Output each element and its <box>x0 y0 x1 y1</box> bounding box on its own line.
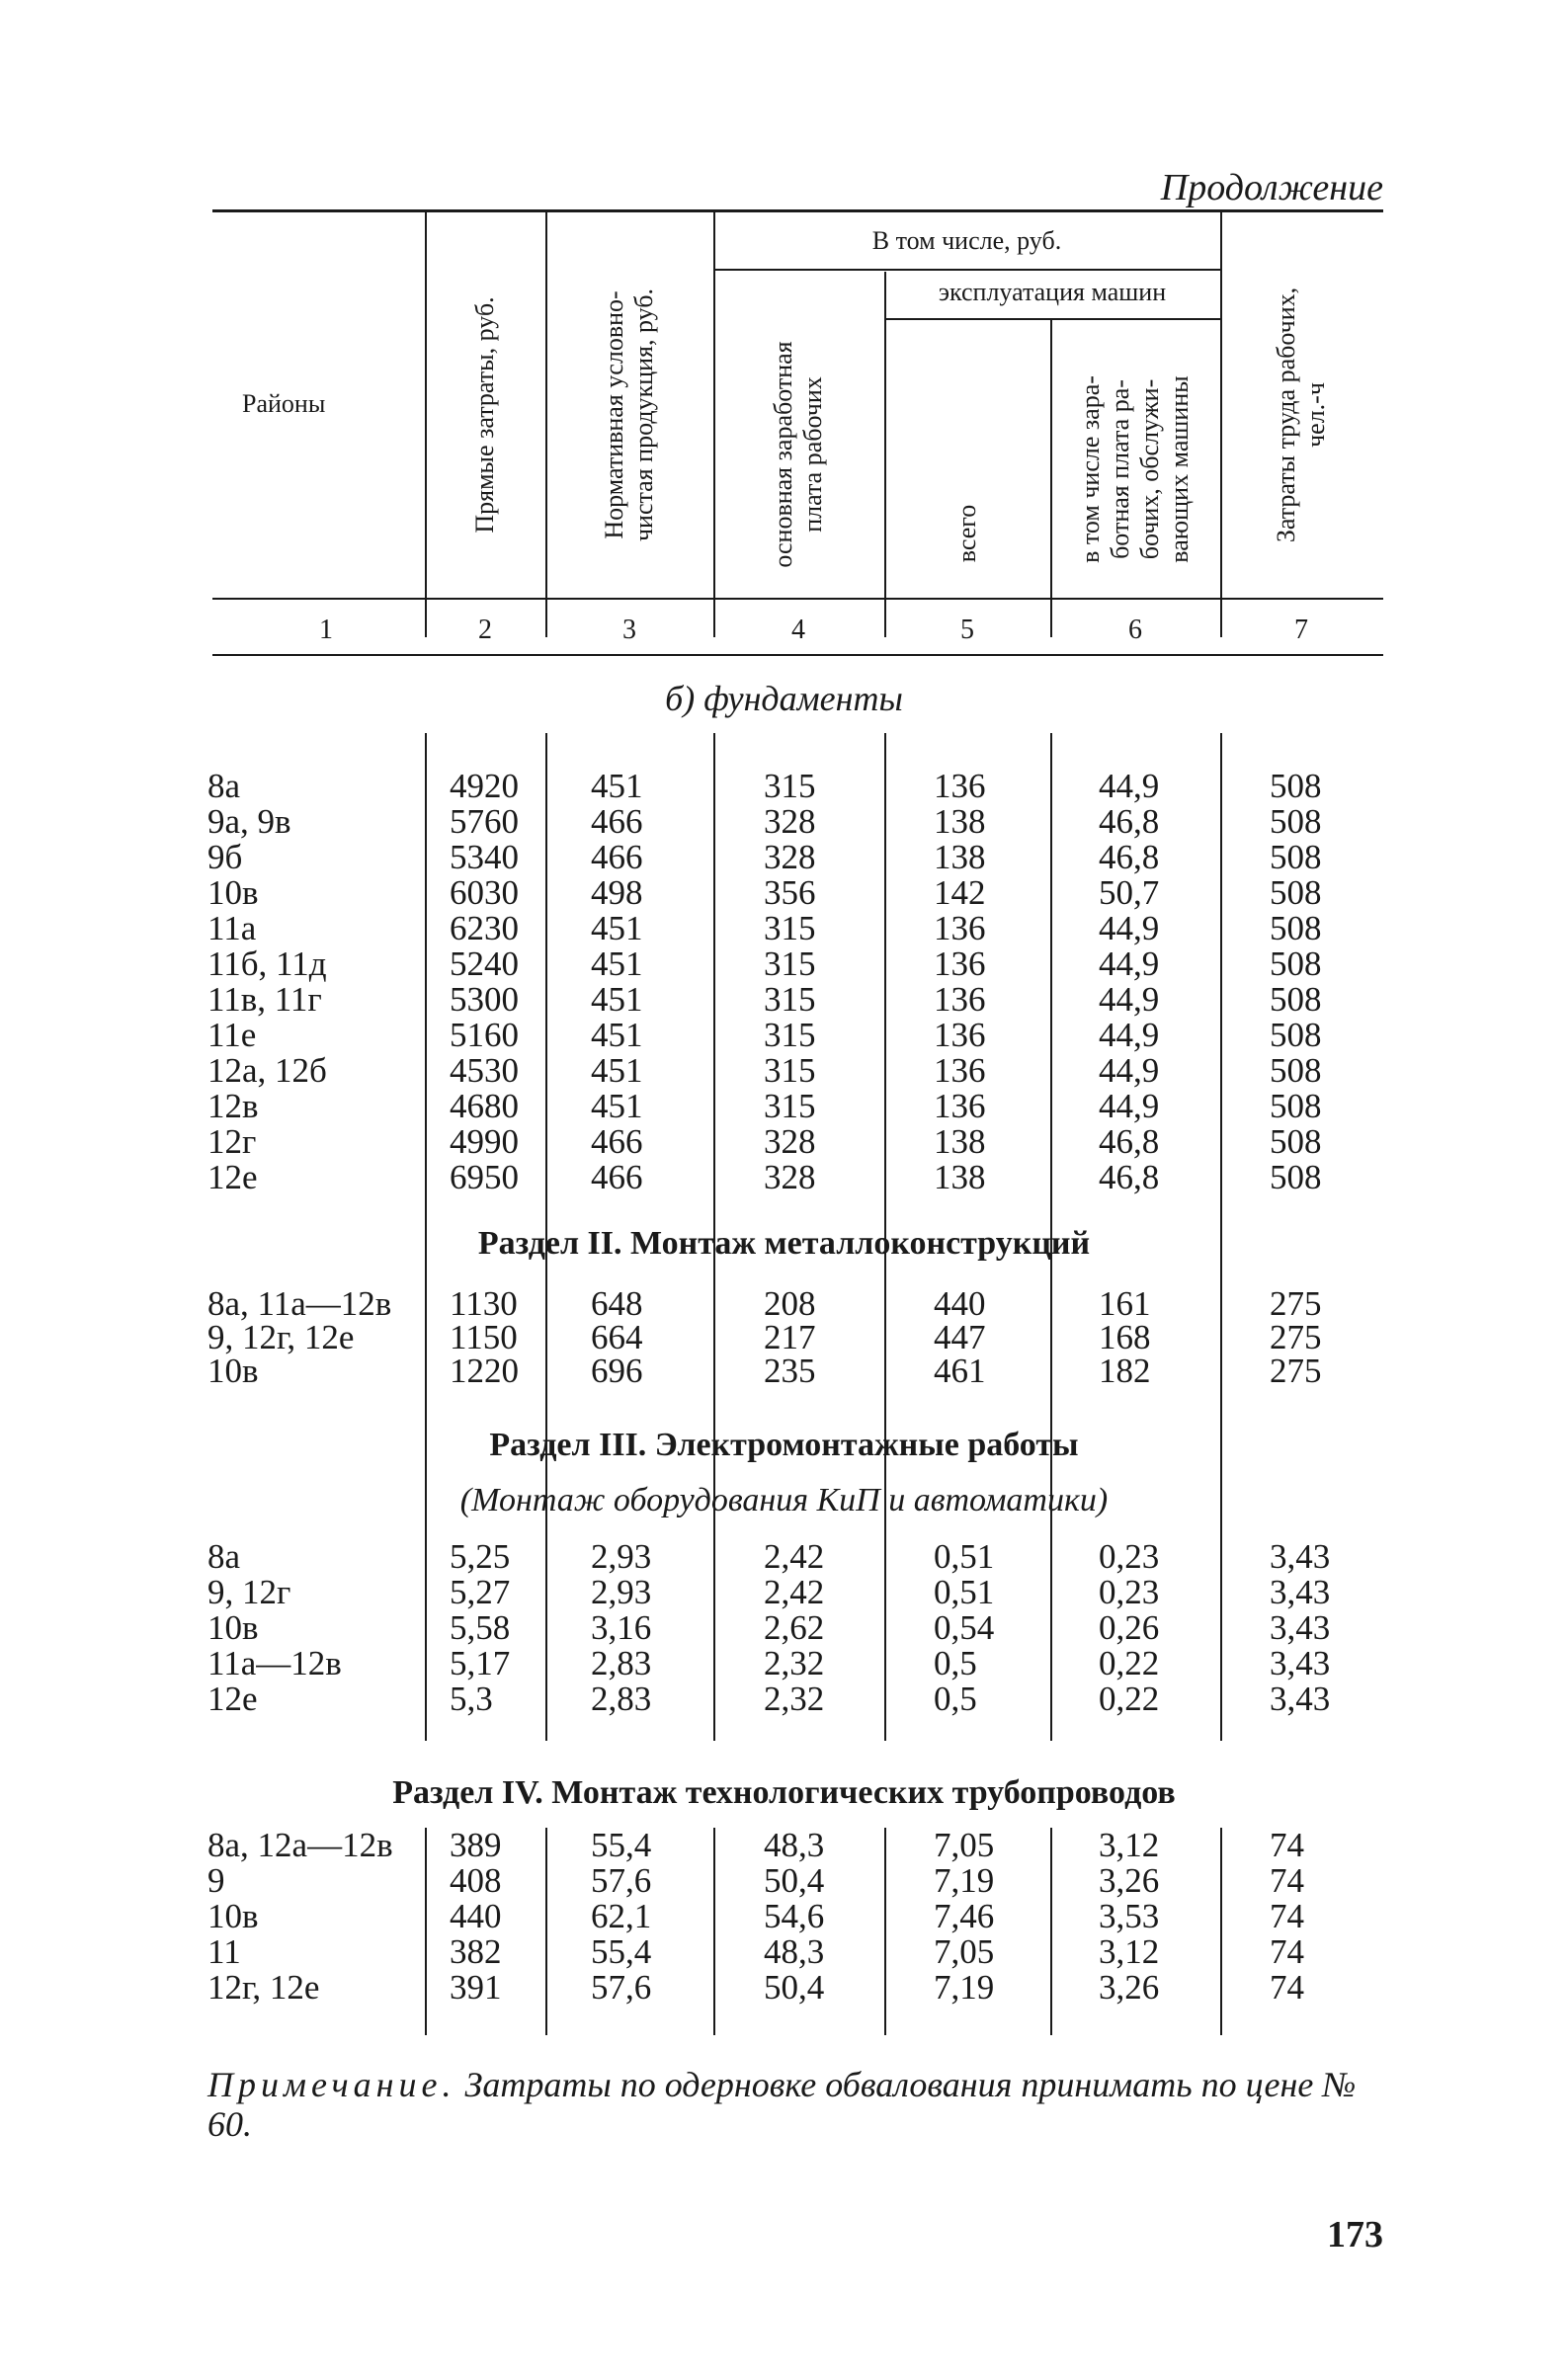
table-cell: 0,23 <box>1099 1573 1160 1611</box>
table-cell: 451 <box>591 1016 643 1054</box>
table-cell: 57,6 <box>591 1968 652 2007</box>
table-cell: 466 <box>591 838 643 876</box>
table-cell: 136 <box>934 1016 986 1054</box>
table-cell: 0,22 <box>1099 1680 1160 1718</box>
footnote-text: Затраты по одерновке обвалования принимать по цене № 60. <box>207 2065 1357 2144</box>
footnote-label: Примечание. <box>207 2065 456 2104</box>
table-row <box>0 1573 1568 1611</box>
table-cell: 0,22 <box>1099 1644 1160 1682</box>
table-cell: 8а, 11а—12в <box>207 1284 392 1323</box>
table-cell: 1220 <box>450 1352 519 1390</box>
table-cell: 10в <box>207 1897 259 1935</box>
table-cell: 142 <box>934 873 986 912</box>
table-cell: 12а, 12б <box>207 1051 327 1090</box>
header-top-rule <box>212 209 1383 212</box>
table-cell: 11 <box>207 1932 241 1971</box>
table-cell: 508 <box>1270 1087 1322 1125</box>
col-number-3: 3 <box>622 615 636 645</box>
table-cell: 48,3 <box>764 1932 825 1971</box>
table-row <box>0 1826 1568 1864</box>
machines-rule <box>884 318 1220 320</box>
table-cell: 0,51 <box>934 1537 995 1576</box>
table-cell: 2,42 <box>764 1573 825 1611</box>
table-cell: 48,3 <box>764 1826 825 1864</box>
table-cell: 408 <box>450 1861 502 1900</box>
section-title: б) фундаменты <box>665 679 903 718</box>
table-row <box>0 1932 1568 1971</box>
table-cell: 46,8 <box>1099 1158 1160 1196</box>
table-cell: 315 <box>764 767 816 805</box>
table-row <box>0 1861 1568 1900</box>
table-cell: 5240 <box>450 944 519 983</box>
including-rule <box>713 269 1220 271</box>
table-cell: 7,19 <box>934 1861 995 1900</box>
header-machine-operation: эксплуатация машин <box>938 278 1167 306</box>
table-cell: 217 <box>764 1318 816 1356</box>
table-cell: 9б <box>207 838 243 876</box>
table-cell: 182 <box>1099 1352 1151 1390</box>
section-subtitle: (Монтаж оборудования КиП и автоматики) <box>459 1482 1109 1518</box>
table-cell: 0,5 <box>934 1644 977 1682</box>
table-cell: 508 <box>1270 909 1322 947</box>
col-number-1: 1 <box>319 615 333 645</box>
table-cell: 136 <box>934 909 986 947</box>
table-cell: 62,1 <box>591 1897 652 1935</box>
table-cell: 508 <box>1270 1016 1322 1054</box>
table-cell: 50,4 <box>764 1968 825 2007</box>
table-cell: 168 <box>1099 1318 1151 1356</box>
header-machine-wage: в том числе зара- ботная плата ра- бочих, обслужи- вающих машины <box>1076 375 1194 563</box>
table-cell: 11а—12в <box>207 1644 342 1682</box>
table-cell: 44,9 <box>1099 1087 1160 1125</box>
table-cell: 508 <box>1270 767 1322 805</box>
table-cell: 2,83 <box>591 1680 652 1718</box>
table-cell: 138 <box>934 802 986 841</box>
table-cell: 138 <box>934 1122 986 1161</box>
table-cell: 451 <box>591 767 643 805</box>
header-divider-1 <box>425 212 427 637</box>
header-divider-5 <box>1050 318 1052 637</box>
header-divider-2 <box>545 212 547 637</box>
table-cell: 55,4 <box>591 1826 652 1864</box>
section-title: Раздел III. Электромонтажные работы <box>489 1427 1079 1463</box>
footnote <box>207 2065 1383 2144</box>
table-row <box>0 1352 1568 1390</box>
table-cell: 74 <box>1270 1861 1304 1900</box>
header-normative-output: Нормативная условно- чистая продукция, руб. <box>600 287 658 542</box>
table-cell: 664 <box>591 1318 643 1356</box>
table-cell: 5340 <box>450 838 519 876</box>
table-cell: 74 <box>1270 1897 1304 1935</box>
table-cell: 44,9 <box>1099 909 1160 947</box>
table-cell: 5760 <box>450 802 519 841</box>
table-cell: 440 <box>450 1897 502 1935</box>
table-cell: 3,43 <box>1270 1573 1331 1611</box>
table-cell: 508 <box>1270 1158 1322 1196</box>
table-cell: 356 <box>764 873 816 912</box>
table-row <box>0 1051 1568 1090</box>
table-cell: 46,8 <box>1099 838 1160 876</box>
section-title: Раздел II. Монтаж металлоконструкций <box>477 1225 1091 1262</box>
header-divider-6 <box>1220 212 1222 637</box>
table-row <box>0 944 1568 983</box>
header-base-wage: основная заработная плата рабочих <box>769 341 827 568</box>
table-cell: 10в <box>207 873 259 912</box>
table-cell: 2,42 <box>764 1537 825 1576</box>
table-cell: 466 <box>591 1158 643 1196</box>
table-cell: 10в <box>207 1608 259 1647</box>
col-number-rule <box>212 654 1383 656</box>
table-cell: 315 <box>764 980 816 1019</box>
table-cell: 466 <box>591 1122 643 1161</box>
table-row <box>0 1537 1568 1576</box>
table-cell: 46,8 <box>1099 802 1160 841</box>
table-cell: 466 <box>591 802 643 841</box>
table-cell: 2,32 <box>764 1680 825 1718</box>
header-total: всего <box>952 504 981 563</box>
table-cell: 328 <box>764 1158 816 1196</box>
table-cell: 7,05 <box>934 1932 995 1971</box>
table-cell: 8а <box>207 767 241 805</box>
table-cell: 55,4 <box>591 1932 652 1971</box>
table-cell: 0,51 <box>934 1573 995 1611</box>
table-cell: 315 <box>764 1051 816 1090</box>
page-number: 173 <box>1327 2214 1383 2255</box>
table-cell: 3,53 <box>1099 1897 1160 1935</box>
table-cell: 8а <box>207 1537 241 1576</box>
table-cell: 12е <box>207 1680 258 1718</box>
table-cell: 6950 <box>450 1158 519 1196</box>
table-cell: 6230 <box>450 909 519 947</box>
table-cell: 382 <box>450 1932 502 1971</box>
table-cell: 50,4 <box>764 1861 825 1900</box>
table-cell: 5,3 <box>450 1680 493 1718</box>
table-cell: 7,05 <box>934 1826 995 1864</box>
table-cell: 3,43 <box>1270 1680 1331 1718</box>
table-cell: 3,43 <box>1270 1644 1331 1682</box>
table-cell: 12г, 12е <box>207 1968 320 2007</box>
table-cell: 4680 <box>450 1087 519 1125</box>
table-cell: 57,6 <box>591 1861 652 1900</box>
table-cell: 2,32 <box>764 1644 825 1682</box>
table-cell: 451 <box>591 944 643 983</box>
col-number-2: 2 <box>478 615 492 645</box>
table-cell: 1130 <box>450 1284 518 1323</box>
table-cell: 508 <box>1270 838 1322 876</box>
table-cell: 508 <box>1270 1051 1322 1090</box>
table-cell: 136 <box>934 980 986 1019</box>
table-cell: 12е <box>207 1158 258 1196</box>
table-cell: 5300 <box>450 980 519 1019</box>
table-cell: 3,43 <box>1270 1537 1331 1576</box>
table-cell: 508 <box>1270 1122 1322 1161</box>
table-cell: 3,12 <box>1099 1826 1160 1864</box>
table-cell: 5,17 <box>450 1644 511 1682</box>
col-number-6: 6 <box>1128 615 1142 645</box>
header-including: В том числе, руб. <box>871 226 1062 255</box>
table-row <box>0 1680 1568 1718</box>
table-cell: 461 <box>934 1352 986 1390</box>
table-cell: 74 <box>1270 1932 1304 1971</box>
table-cell: 136 <box>934 767 986 805</box>
table-cell: 0,26 <box>1099 1608 1160 1647</box>
table-cell: 44,9 <box>1099 980 1160 1019</box>
table-cell: 447 <box>934 1318 986 1356</box>
table-row <box>0 980 1568 1019</box>
table-cell: 2,83 <box>591 1644 652 1682</box>
table-cell: 46,8 <box>1099 1122 1160 1161</box>
header-labor: Затраты труда рабочих, чел.-ч <box>1272 287 1330 543</box>
table-cell: 136 <box>934 944 986 983</box>
table-cell: 275 <box>1270 1284 1322 1323</box>
col-number-5: 5 <box>960 615 974 645</box>
table-cell: 4530 <box>450 1051 519 1090</box>
table-cell: 451 <box>591 1087 643 1125</box>
table-row <box>0 1644 1568 1680</box>
table-cell: 2,93 <box>591 1537 652 1576</box>
table-cell: 8а, 12а—12в <box>207 1826 393 1864</box>
table-row <box>0 767 1568 805</box>
table-cell: 44,9 <box>1099 944 1160 983</box>
table-cell: 275 <box>1270 1318 1322 1356</box>
table-cell: 5,27 <box>450 1573 511 1611</box>
table-cell: 508 <box>1270 980 1322 1019</box>
table-cell: 44,9 <box>1099 1016 1160 1054</box>
table-cell: 440 <box>934 1284 986 1323</box>
table-cell: 12г <box>207 1122 257 1161</box>
table-cell: 9, 12г, 12е <box>207 1318 355 1356</box>
table-cell: 12в <box>207 1087 259 1125</box>
table-row <box>0 1122 1568 1161</box>
table-cell: 9 <box>207 1861 225 1900</box>
table-row <box>0 1016 1568 1054</box>
table-cell: 3,26 <box>1099 1968 1160 2007</box>
table-cell: 235 <box>764 1352 816 1390</box>
table-cell: 10в <box>207 1352 259 1390</box>
table-cell: 0,23 <box>1099 1537 1160 1576</box>
table-cell: 0,54 <box>934 1608 995 1647</box>
table-row <box>0 1897 1568 1935</box>
table-row <box>0 1284 1568 1323</box>
table-row <box>0 1968 1568 2007</box>
table-cell: 498 <box>591 873 643 912</box>
table-cell: 451 <box>591 980 643 1019</box>
table-row <box>0 1087 1568 1125</box>
table-cell: 328 <box>764 802 816 841</box>
section-title: Раздел IV. Монтаж технологических трубопроводов <box>392 1774 1176 1811</box>
header-divider-4 <box>884 272 886 637</box>
table-cell: 138 <box>934 838 986 876</box>
table-cell: 44,9 <box>1099 767 1160 805</box>
table-cell: 2,62 <box>764 1608 825 1647</box>
table-cell: 315 <box>764 944 816 983</box>
table-cell: 648 <box>591 1284 643 1323</box>
table-cell: 5160 <box>450 1016 519 1054</box>
table-cell: 508 <box>1270 944 1322 983</box>
header-divider-3 <box>713 212 715 637</box>
table-row <box>0 1318 1568 1356</box>
table-cell: 1150 <box>450 1318 518 1356</box>
table-cell: 74 <box>1270 1968 1304 2007</box>
table-cell: 696 <box>591 1352 643 1390</box>
table-cell: 389 <box>450 1826 502 1864</box>
table-row <box>0 909 1568 947</box>
table-cell: 3,26 <box>1099 1861 1160 1900</box>
table-cell: 2,93 <box>591 1573 652 1611</box>
table-cell: 391 <box>450 1968 502 2007</box>
table-cell: 9, 12г <box>207 1573 291 1611</box>
table-cell: 5,58 <box>450 1608 511 1647</box>
table-cell: 451 <box>591 1051 643 1090</box>
table-cell: 275 <box>1270 1352 1322 1390</box>
table-cell: 161 <box>1099 1284 1151 1323</box>
table-cell: 4990 <box>450 1122 519 1161</box>
table-cell: 315 <box>764 909 816 947</box>
table-cell: 50,7 <box>1099 873 1160 912</box>
table-cell: 508 <box>1270 873 1322 912</box>
table-cell: 11в, 11г <box>207 980 322 1019</box>
table-cell: 11б, 11д <box>207 944 327 983</box>
table-cell: 3,16 <box>591 1608 652 1647</box>
table-row <box>0 1158 1568 1196</box>
table-cell: 328 <box>764 1122 816 1161</box>
table-cell: 9а, 9в <box>207 802 291 841</box>
table-cell: 451 <box>591 909 643 947</box>
table-cell: 5,25 <box>450 1537 511 1576</box>
table-cell: 136 <box>934 1087 986 1125</box>
table-cell: 315 <box>764 1087 816 1125</box>
col-number-4: 4 <box>791 615 805 645</box>
table-cell: 11а <box>207 909 257 947</box>
table-cell: 11е <box>207 1016 257 1054</box>
table-cell: 54,6 <box>764 1897 825 1935</box>
table-cell: 44,9 <box>1099 1051 1160 1090</box>
table-row <box>0 873 1568 912</box>
header-direct-costs: Прямые затраты, руб. <box>470 296 499 533</box>
table-cell: 6030 <box>450 873 519 912</box>
table-cell: 138 <box>934 1158 986 1196</box>
table-cell: 328 <box>764 838 816 876</box>
table-row <box>0 802 1568 841</box>
table-row <box>0 1608 1568 1647</box>
table-cell: 508 <box>1270 802 1322 841</box>
table-cell: 136 <box>934 1051 986 1090</box>
header-bottom-rule <box>212 598 1383 600</box>
table-cell: 315 <box>764 1016 816 1054</box>
header-districts: Районы <box>242 389 326 418</box>
continued-label: Продолжение <box>1160 167 1383 208</box>
table-cell: 4920 <box>450 767 519 805</box>
col-number-7: 7 <box>1294 615 1308 645</box>
table-cell: 7,19 <box>934 1968 995 2007</box>
table-cell: 208 <box>764 1284 816 1323</box>
table-cell: 3,43 <box>1270 1608 1331 1647</box>
table-cell: 0,5 <box>934 1680 977 1718</box>
table-cell: 3,12 <box>1099 1932 1160 1971</box>
table-row <box>0 838 1568 876</box>
table-cell: 7,46 <box>934 1897 995 1935</box>
table-cell: 74 <box>1270 1826 1304 1864</box>
